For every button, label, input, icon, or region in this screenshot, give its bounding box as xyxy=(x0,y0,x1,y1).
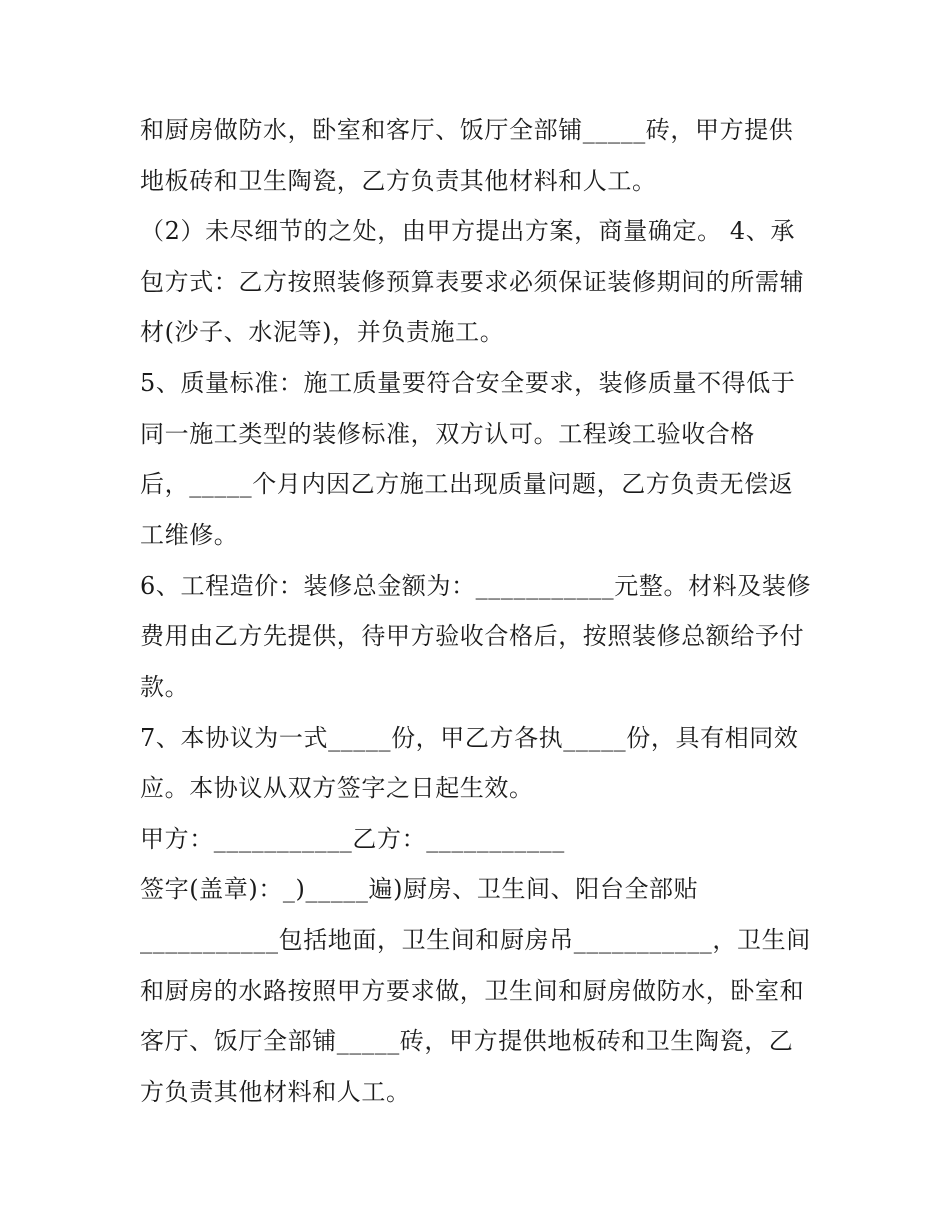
text-line-14: 应。本协议从双方签字之日起生效。 xyxy=(140,774,534,802)
text-line-10: 6、工程造价：装修总金额为：___________元整。材料及装修 xyxy=(140,572,812,600)
text-line-1: 和厨房做防水，卧室和客厅、饭厅全部铺_____砖，甲方提供 xyxy=(140,116,794,144)
text-line-16: 签字(盖章)：_)_____遍)厨房、卫生间、阳台全部贴 xyxy=(140,875,699,903)
text-line-20: 方负责其他材料和人工。 xyxy=(140,1078,411,1106)
text-line-9: 工维修。 xyxy=(140,521,239,549)
text-line-6: 5、质量标准：施工质量要符合安全要求，装修质量不得低于 xyxy=(140,369,796,397)
text-line-19: 客厅、饭厅全部铺_____砖，甲方提供地板砖和卫生陶瓷，乙 xyxy=(140,1027,794,1055)
text-line-11: 费用由乙方先提供，待甲方验收合格后，按照装修总额给予付 xyxy=(140,622,805,650)
text-line-7: 同一施工类型的装修标准，双方认可。工程竣工验收合格 xyxy=(140,420,755,448)
text-line-12: 款。 xyxy=(140,673,190,701)
text-line-5: 材(沙子、水泥等)，并负责施工。 xyxy=(140,318,505,346)
text-line-18: 和厨房的水路按照甲方要求做，卫生间和厨房做防水，卧室和 xyxy=(140,977,805,1005)
text-line-2: 地板砖和卫生陶瓷，乙方负责其他材料和人工。 xyxy=(140,167,657,195)
text-line-13: 7、本协议为一式_____份，甲乙方各执_____份，具有相同效 xyxy=(140,724,799,752)
text-line-17: ___________包括地面，卫生间和厨房吊___________，卫生间 xyxy=(140,926,811,954)
text-line-4: 包方式：乙方按照装修预算表要求必须保证装修期间的所需辅 xyxy=(140,268,805,296)
text-line-3: （2）未尽细节的之处，由甲方提出方案，商量确定。 4、承 xyxy=(140,217,795,245)
text-line-8: 后，_____个月内因乙方施工出现质量问题，乙方负责无偿返 xyxy=(140,470,794,498)
signature-line: 甲方：___________乙方：___________ xyxy=(140,825,565,853)
